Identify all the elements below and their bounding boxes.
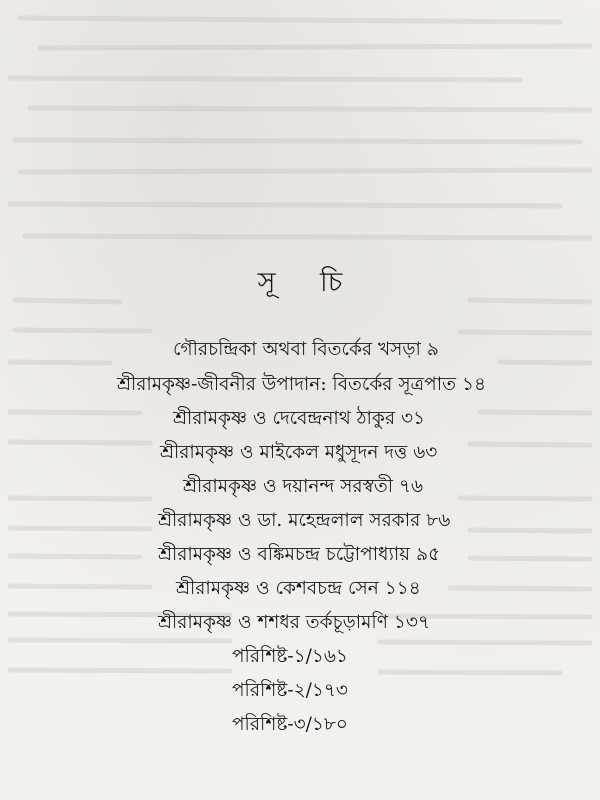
- toc-entry: [158, 614, 430, 633]
- toc-entry-page: ৯: [426, 339, 439, 360]
- toc-entry: [176, 580, 421, 599]
- toc-entry-page: ৬৩: [413, 442, 438, 463]
- toc-entry: [232, 682, 348, 701]
- toc-entry-title: গৌরচন্দ্রিকা অথবা বিতর্কের খসড়া: [173, 339, 421, 360]
- toc-entry-title: শ্রীরামকৃষ্ণ ও কেশবচন্দ্র সেন: [176, 578, 379, 599]
- toc-entry-title: পরিশিষ্ট-৩/: [232, 714, 312, 735]
- toc-entry-title: শ্রীরামকৃষ্ণ-জীবনীর উপাদান: বিতর্কের সূত্রপাত: [117, 374, 456, 395]
- toc-entry: [117, 376, 486, 395]
- toc-entry-page: ৯৫: [416, 544, 441, 565]
- toc-entry-title: শ্রীরামকৃষ্ণ ও দয়ানন্দ সরস্বতী: [183, 476, 394, 497]
- toc-entry-title: শ্রীরামকৃষ্ণ ও ডা. মহেন্দ্রলাল সরকার: [158, 510, 421, 531]
- toc-entry-title: শ্রীরামকৃষ্ণ ও মাইকেল মধুসূদন দত্ত: [160, 442, 408, 463]
- toc-entry: [183, 478, 423, 497]
- toc-entry-page: ১৪: [461, 374, 486, 395]
- toc-entry-page: ১৬১: [311, 646, 348, 667]
- toc-entry-page: ৭৬: [399, 476, 424, 497]
- toc-entry: [232, 648, 348, 667]
- toc-entry-page: ৮৬: [426, 510, 451, 531]
- toc-title: সূ চি: [257, 267, 361, 298]
- toc-entry: [158, 546, 440, 565]
- toc-entry-title: পরিশিষ্ট-১/: [232, 646, 312, 667]
- toc-entry-title: শ্রীরামকৃষ্ণ ও শশধর তর্কচূড়ামণি: [158, 612, 388, 633]
- toc-entry-page: ১৭৩: [311, 680, 348, 701]
- toc-entry: [158, 512, 450, 531]
- toc-entry-page: ১১৪: [384, 578, 421, 599]
- toc-entry: [232, 716, 348, 735]
- toc-entry-title: শ্রীরামকৃষ্ণ ও দেবেন্দ্রনাথ ঠাকুর: [173, 408, 396, 429]
- toc-entry-page: ১৩৭: [393, 612, 430, 633]
- toc-entry-page: ১৮০: [311, 714, 348, 735]
- toc-entry: [173, 410, 425, 429]
- toc-entry-title: পরিশিষ্ট-২/: [232, 680, 312, 701]
- toc-entry-page: ৩১: [401, 408, 426, 429]
- toc-entry: [173, 341, 439, 360]
- toc-entry: [160, 444, 437, 463]
- toc-entry-title: শ্রীরামকৃষ্ণ ও বঙ্কিমচন্দ্র চট্টোপাধ্যায়: [158, 544, 411, 565]
